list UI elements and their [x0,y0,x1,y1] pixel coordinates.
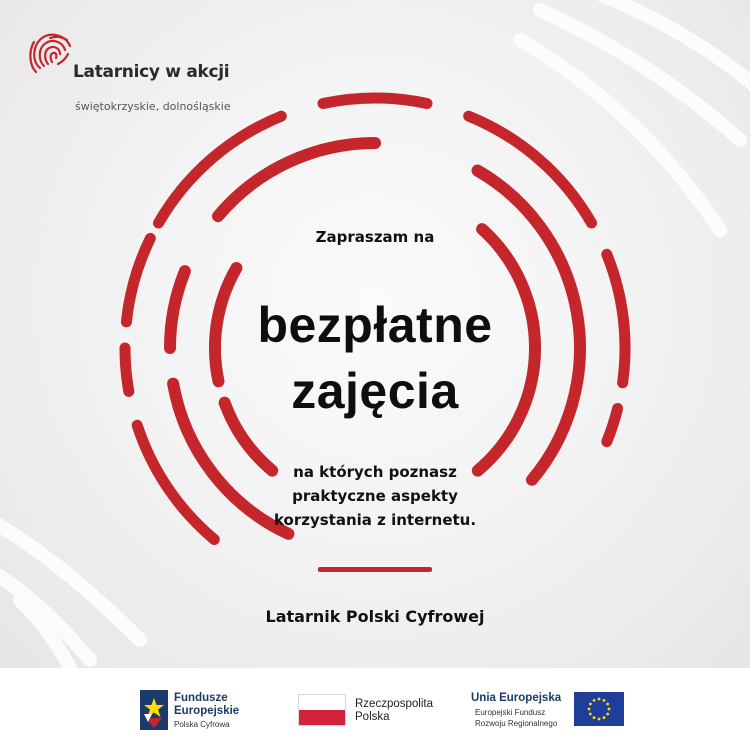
fundusze-line-3: Polska Cyfrowa [174,720,230,729]
eu-star [589,703,592,706]
fingerprint-lighthouse-icon [28,28,74,90]
headline-line-2: zajęcia [291,363,459,419]
poland-flag-icon [298,694,346,726]
poland-line-1: Rzeczpospolita [355,698,433,710]
description [0,460,750,532]
ring-arc [323,98,427,103]
eu-star [593,716,596,719]
fundusze-line-2: Europejskie [174,705,240,717]
description-line-3: korzystania z internetu. [273,511,477,529]
invite-text: Zapraszam na [315,228,435,246]
eu-star [603,699,606,702]
headline-line-1: bezpłatne [257,297,493,353]
description-line-2: praktyczne aspekty [292,487,458,505]
eu-line-2: Europejski Fundusz [475,708,546,717]
eu-star [603,716,606,719]
eu-star [606,713,609,716]
eu-line-3: Rozwoju Regionalnego [475,719,558,728]
accent-divider [318,567,432,572]
eu-star [598,718,601,721]
signature: Latarnik Polski Cyfrowej [265,607,485,626]
eu-flag-icon [574,692,624,726]
logo-title: Latarnicy w akcji [73,62,230,82]
logo-subtitle: świętokrzyskie, dolnośląskie [75,100,231,113]
fundusze-line-1: Fundusze [174,692,228,704]
poland-line-2: Polska [355,711,390,723]
fundusze-europejskie-star-icon [140,690,168,730]
eu-star [589,713,592,716]
eu-star [608,708,611,711]
eu-star [593,699,596,702]
eu-star [598,698,601,701]
eu-star [588,708,591,711]
funding-logos-bar [0,668,750,750]
description-line-1: na których poznasz [293,463,457,481]
eu-star [606,703,609,706]
ring-arc [218,143,375,216]
eu-line-1: Unia Europejska [471,692,562,704]
